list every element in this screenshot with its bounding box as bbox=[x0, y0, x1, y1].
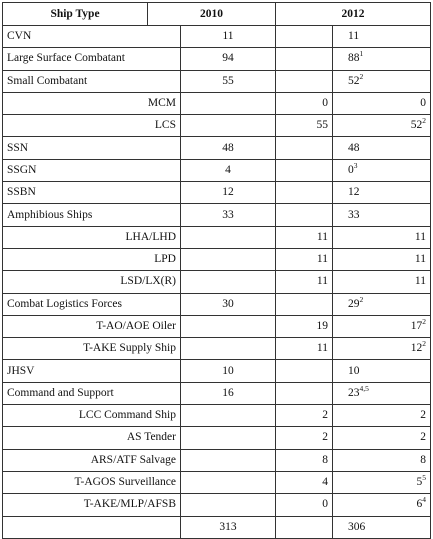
value-2012-cell bbox=[333, 449, 431, 471]
ship-subtype-cell-text: T-AGOS Surveillance bbox=[74, 476, 176, 489]
footnote-marker: 2 bbox=[359, 71, 364, 81]
empty-cell bbox=[181, 471, 276, 493]
empty-cell bbox=[276, 137, 333, 159]
empty-cell bbox=[276, 204, 333, 226]
value-2010-cell-text: 11 bbox=[316, 275, 328, 288]
value-2010-cell-text: 11 bbox=[316, 230, 328, 243]
empty-cell bbox=[181, 427, 276, 449]
value-2012-cell-text: 29 bbox=[348, 297, 360, 310]
value-2010-cell-text: 0 bbox=[322, 498, 328, 511]
ship-subtype-cell bbox=[3, 494, 181, 516]
value-2012-cell bbox=[333, 115, 431, 137]
ship-subtype-cell-text: T-AKE/MLP/AFSB bbox=[83, 498, 176, 511]
table-row bbox=[3, 360, 431, 382]
ship-subtype-cell bbox=[3, 471, 181, 493]
ship-type-cell-text: CVN bbox=[7, 30, 32, 43]
empty-cell bbox=[181, 315, 276, 337]
footnote-marker: 5 bbox=[422, 473, 426, 483]
value-2012-cell-text: 0 bbox=[420, 97, 426, 110]
table-row bbox=[3, 26, 431, 48]
footnote-marker: 4,5 bbox=[359, 383, 369, 393]
table-row bbox=[3, 248, 431, 270]
ship-subtype-cell bbox=[3, 338, 181, 360]
value-2010-cell-text: 2 bbox=[322, 431, 328, 444]
value-2012-cell bbox=[333, 315, 431, 337]
ship-subtype-cell bbox=[3, 92, 181, 114]
value-2010-cell bbox=[181, 382, 276, 404]
empty-cell bbox=[181, 494, 276, 516]
footnote-marker: 2 bbox=[422, 317, 426, 326]
value-2012-cell bbox=[333, 494, 431, 516]
value-2010-cell bbox=[276, 427, 333, 449]
value-2010-cell-text: 19 bbox=[316, 320, 328, 332]
empty-cell bbox=[276, 182, 333, 204]
value-2010-cell bbox=[276, 405, 333, 427]
value-2010-cell-text: 0 bbox=[322, 97, 328, 110]
value-2010-cell-text: 33 bbox=[222, 208, 234, 221]
value-2010-cell-text: 12 bbox=[222, 186, 234, 199]
value-2010-cell-text: 11 bbox=[316, 342, 328, 355]
ship-type-cell-text: Amphibious Ships bbox=[7, 208, 93, 221]
table-row bbox=[3, 382, 431, 404]
value-2012-cell bbox=[333, 382, 431, 404]
header-2010: 2010 bbox=[148, 3, 276, 26]
value-2010-cell bbox=[181, 293, 276, 315]
total-2012-cell bbox=[333, 516, 431, 538]
empty-cell bbox=[181, 271, 276, 293]
value-2012-cell-text: 23 bbox=[348, 386, 360, 399]
ship-subtype-cell bbox=[3, 226, 181, 248]
table-row bbox=[3, 405, 431, 427]
empty-cell bbox=[276, 159, 333, 181]
ship-subtype-cell bbox=[3, 449, 181, 471]
empty-cell bbox=[276, 382, 333, 404]
ship-subtype-cell bbox=[3, 271, 181, 293]
value-2010-cell bbox=[276, 92, 333, 114]
ship-type-cell-text: Small Combatant bbox=[7, 74, 88, 87]
value-2012-cell bbox=[333, 405, 431, 427]
value-2010-cell-text: 2 bbox=[322, 409, 328, 422]
table-row bbox=[3, 516, 431, 538]
table-row bbox=[3, 427, 431, 449]
value-2010-cell-text: 16 bbox=[222, 386, 234, 399]
ship-type-cell bbox=[3, 382, 181, 404]
ship-subtype-cell-text: LHA/LHD bbox=[125, 230, 176, 243]
empty-cell bbox=[276, 26, 333, 48]
table-row bbox=[3, 226, 431, 248]
empty-cell bbox=[181, 248, 276, 270]
value-2010-cell-text: 55 bbox=[316, 119, 328, 132]
ship-type-cell-text: Command and Support bbox=[7, 386, 114, 399]
value-2010-cell bbox=[181, 70, 276, 92]
ship-type-cell-text: Large Surface Combatant bbox=[7, 52, 125, 65]
ship-subtype-cell-text: T-AKE Supply Ship bbox=[83, 342, 176, 355]
table-row bbox=[3, 137, 431, 159]
table-row bbox=[3, 271, 431, 293]
value-2010-cell-text: 10 bbox=[222, 364, 234, 377]
empty-cell bbox=[181, 338, 276, 360]
value-2012-cell-text: 6 bbox=[416, 498, 423, 511]
table-row bbox=[3, 471, 431, 493]
empty-cell bbox=[181, 92, 276, 114]
value-2012-cell-text: 12 bbox=[410, 342, 423, 355]
value-2012-cell bbox=[333, 248, 431, 270]
value-2010-cell-text: 8 bbox=[322, 453, 328, 466]
table-header-row bbox=[3, 3, 431, 26]
value-2012-cell-text: 2 bbox=[420, 431, 426, 444]
value-2010-cell-text: 55 bbox=[222, 74, 234, 87]
table-row bbox=[3, 338, 431, 360]
empty-cell bbox=[276, 70, 333, 92]
value-2010-cell bbox=[276, 494, 333, 516]
table-row bbox=[3, 48, 431, 70]
ship-type-cell-text: Combat Logistics Forces bbox=[7, 297, 122, 310]
table-row bbox=[3, 182, 431, 204]
value-2012-cell-text: 52 bbox=[348, 74, 360, 87]
value-2010-cell-text: 4 bbox=[322, 476, 328, 489]
table-row bbox=[3, 159, 431, 181]
value-2010-cell bbox=[181, 360, 276, 382]
value-2012-cell bbox=[333, 360, 431, 382]
ship-subtype-cell-text: AS Tender bbox=[126, 431, 176, 444]
ship-type-cell bbox=[3, 137, 181, 159]
ship-subtype-cell-text: ARS/ATF Salvage bbox=[90, 453, 176, 466]
table-row bbox=[3, 315, 431, 337]
empty-cell bbox=[276, 516, 333, 538]
empty-cell bbox=[3, 516, 181, 538]
value-2012-cell bbox=[333, 204, 431, 226]
value-2012-cell bbox=[333, 338, 431, 360]
value-2012-cell-text: 0 bbox=[348, 163, 354, 176]
table-row bbox=[3, 494, 431, 516]
ship-type-cell bbox=[3, 48, 181, 70]
empty-cell bbox=[181, 449, 276, 471]
value-2012-cell bbox=[333, 26, 431, 48]
value-2012-cell bbox=[333, 293, 431, 315]
value-2012-cell bbox=[333, 226, 431, 248]
ship-type-cell bbox=[3, 159, 181, 181]
footnote-marker: 2 bbox=[359, 294, 364, 304]
value-2010-cell bbox=[181, 182, 276, 204]
value-2012-cell-text: 5 bbox=[416, 476, 423, 489]
total-2012-cell-text: 306 bbox=[348, 520, 366, 533]
value-2012-cell bbox=[333, 427, 431, 449]
ship-subtype-cell bbox=[3, 405, 181, 427]
empty-cell bbox=[276, 48, 333, 70]
empty-cell bbox=[181, 405, 276, 427]
value-2012-cell bbox=[333, 159, 431, 181]
table-row bbox=[3, 92, 431, 114]
value-2010-cell bbox=[276, 248, 333, 270]
header-2012: 2012 bbox=[276, 3, 431, 26]
value-2012-cell bbox=[333, 271, 431, 293]
value-2010-cell bbox=[276, 449, 333, 471]
ship-subtype-cell bbox=[3, 315, 181, 337]
value-2012-cell bbox=[333, 471, 431, 493]
ship-subtype-cell bbox=[3, 115, 181, 137]
value-2012-cell-text: 11 bbox=[414, 275, 426, 288]
footnote-marker: 2 bbox=[422, 116, 426, 126]
ship-subtype-cell bbox=[3, 427, 181, 449]
ship-subtype-cell-text: LCS bbox=[154, 119, 176, 132]
value-2010-cell bbox=[276, 315, 333, 337]
value-2010-cell bbox=[181, 137, 276, 159]
value-2010-cell bbox=[181, 159, 276, 181]
total-2010-cell-text: 313 bbox=[219, 520, 237, 533]
table-row bbox=[3, 293, 431, 315]
empty-cell bbox=[181, 115, 276, 137]
value-2012-cell-text: 11 bbox=[414, 253, 426, 266]
empty-cell bbox=[276, 360, 333, 382]
ship-type-cell bbox=[3, 360, 181, 382]
table-row bbox=[3, 70, 431, 92]
footnote-marker: 2 bbox=[422, 339, 426, 349]
ship-subtype-cell-text: LCC Command Ship bbox=[78, 409, 176, 422]
value-2010-cell bbox=[276, 271, 333, 293]
table-row bbox=[3, 204, 431, 226]
value-2012-cell-text: 2 bbox=[420, 409, 426, 422]
value-2012-cell-text: 33 bbox=[348, 208, 360, 221]
ship-subtype-cell-text: MCM bbox=[147, 97, 176, 110]
value-2010-cell bbox=[276, 115, 333, 137]
value-2010-cell bbox=[181, 204, 276, 226]
value-2012-cell bbox=[333, 92, 431, 114]
table-row bbox=[3, 115, 431, 137]
value-2012-cell-text: 52 bbox=[410, 119, 423, 132]
ship-subtype-cell-text: T-AO/AOE Oiler bbox=[96, 320, 176, 332]
footnote-marker: 4 bbox=[422, 495, 426, 505]
value-2012-cell-text: 17 bbox=[410, 320, 423, 332]
value-2010-cell bbox=[181, 26, 276, 48]
value-2012-cell-text: 8 bbox=[420, 453, 426, 466]
empty-cell bbox=[276, 293, 333, 315]
ship-type-cell-text: SSGN bbox=[7, 163, 37, 176]
value-2010-cell-text: 30 bbox=[222, 297, 234, 310]
ship-type-cell bbox=[3, 204, 181, 226]
ship-subtype-cell-text: LPD bbox=[154, 253, 176, 266]
value-2012-cell-text: 12 bbox=[348, 186, 360, 199]
value-2010-cell bbox=[276, 226, 333, 248]
ship-force-table bbox=[2, 2, 431, 539]
value-2010-cell-text: 94 bbox=[222, 52, 234, 65]
ship-type-cell-text: JHSV bbox=[7, 364, 35, 377]
header-ship-type: Ship Type bbox=[3, 3, 148, 26]
empty-cell bbox=[181, 226, 276, 248]
ship-type-cell-text: SSN bbox=[7, 141, 29, 154]
ship-subtype-cell bbox=[3, 248, 181, 270]
value-2012-cell bbox=[333, 182, 431, 204]
value-2012-cell-text: 11 bbox=[348, 30, 360, 43]
table-row bbox=[3, 449, 431, 471]
value-2012-cell-text: 11 bbox=[414, 230, 426, 243]
value-2010-cell-text: 11 bbox=[222, 30, 234, 43]
ship-type-cell bbox=[3, 182, 181, 204]
value-2012-cell-text: 88 bbox=[348, 52, 360, 65]
value-2012-cell-text: 48 bbox=[348, 141, 360, 154]
value-2010-cell-text: 48 bbox=[222, 141, 234, 154]
ship-subtype-cell-text: LSD/LX(R) bbox=[120, 275, 176, 288]
value-2012-cell-text: 10 bbox=[348, 364, 360, 377]
table-body bbox=[3, 26, 431, 539]
footnote-marker: 1 bbox=[359, 49, 364, 59]
value-2010-cell-text: 11 bbox=[316, 253, 328, 266]
value-2010-cell bbox=[276, 338, 333, 360]
value-2010-cell bbox=[181, 48, 276, 70]
footnote-marker: 3 bbox=[353, 160, 358, 170]
value-2010-cell bbox=[276, 471, 333, 493]
value-2010-cell-text: 4 bbox=[225, 163, 231, 176]
total-2010-cell bbox=[181, 516, 276, 538]
ship-type-cell bbox=[3, 26, 181, 48]
ship-type-cell bbox=[3, 70, 181, 92]
value-2012-cell bbox=[333, 48, 431, 70]
value-2012-cell bbox=[333, 70, 431, 92]
ship-type-cell-text: SSBN bbox=[7, 186, 36, 199]
value-2012-cell bbox=[333, 137, 431, 159]
ship-type-cell bbox=[3, 293, 181, 315]
